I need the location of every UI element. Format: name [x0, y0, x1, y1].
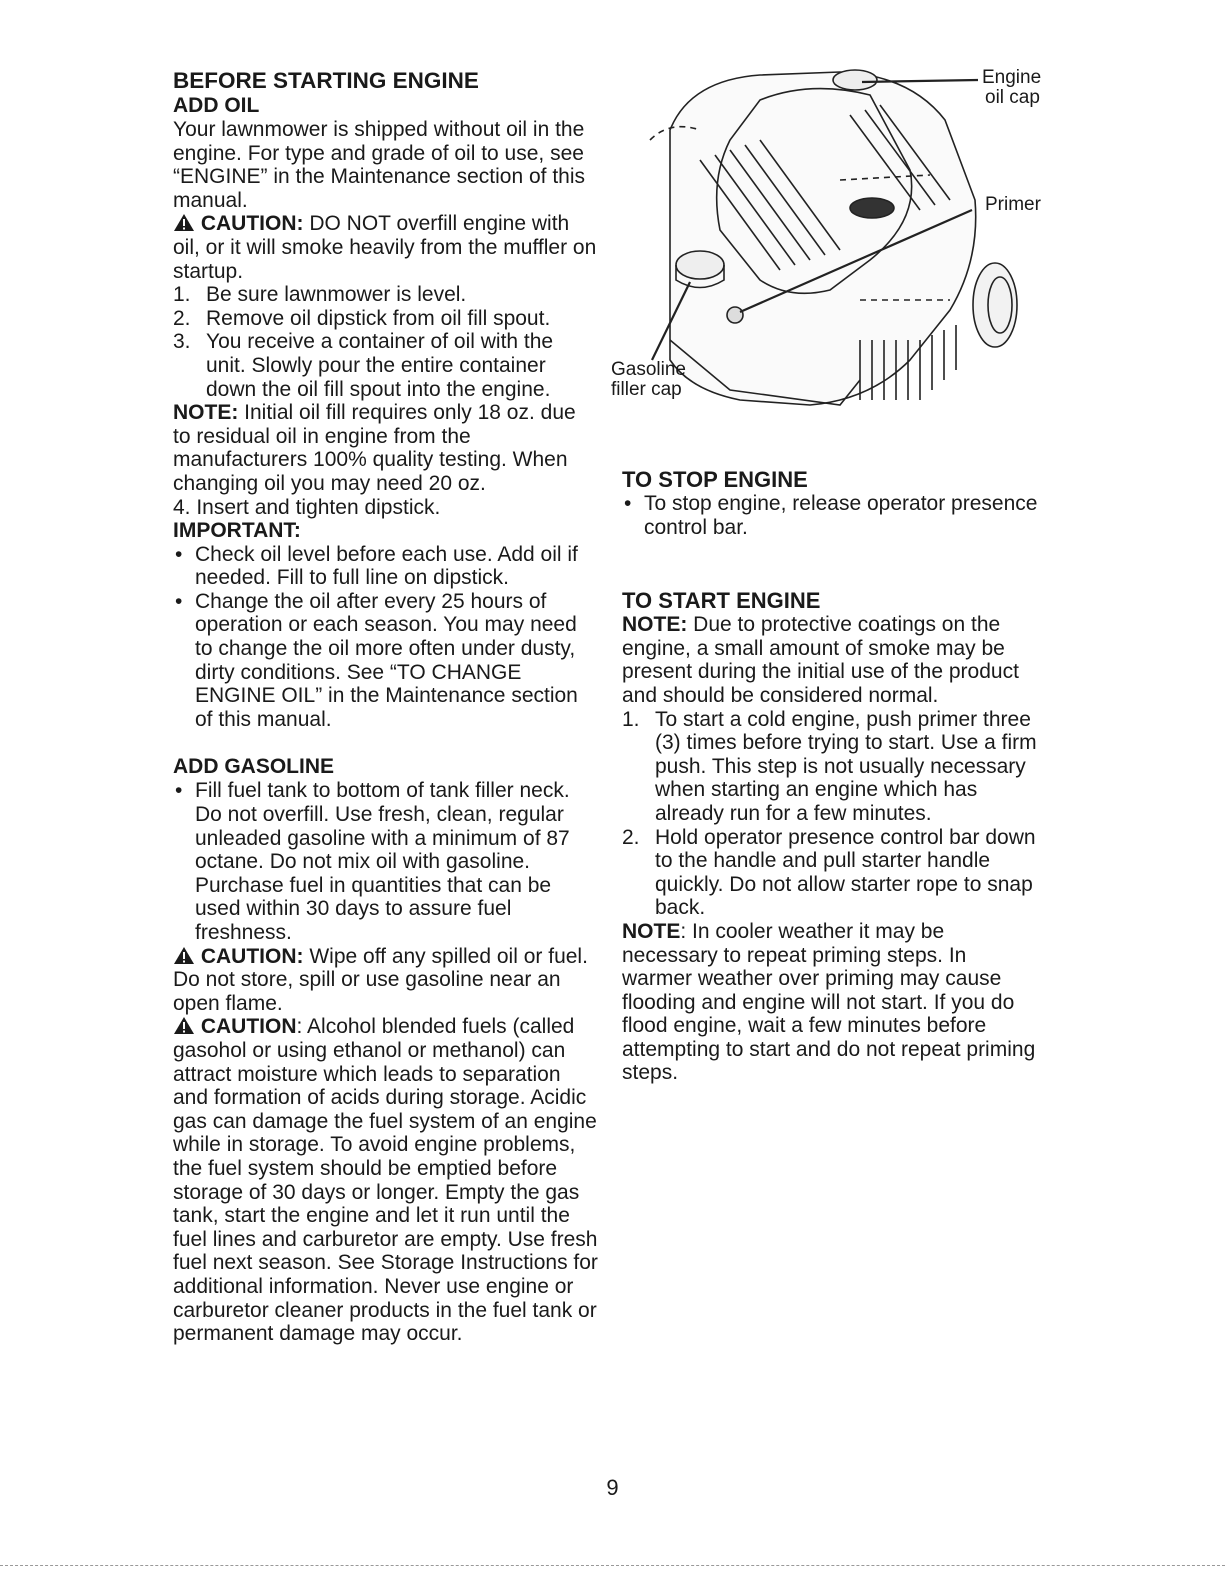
- note-text: : In cooler weather it may be necessary to repeat priming steps. In warmer weather over priming may cause flooding and engine will not start. If you do flood engine, wait a few minutes before attempting to start and do not repeat priming steps.: [622, 919, 1036, 1085]
- add-oil-intro: Your lawnmower is shipped without oil in the engine. For type and grade of oil to use, see “ENGINE” in the Maintenance section of this manual.: [173, 118, 586, 212]
- caution-label: CAUTION:: [200, 212, 304, 236]
- start-note: [622, 613, 1042, 707]
- note-label: NOTE:: [622, 613, 688, 637]
- list-item: [173, 283, 598, 307]
- bullet-text: Fill fuel tank to bottom of tank filler neck. Do not overfill. Use fresh, clean, regular unleaded gasoline with a minimum of 87 octane. Do not mix oil with gasoline. Purchase fuel in quantities that can be used within 30 days to assure fuel freshness.: [195, 779, 570, 944]
- step-text: Hold operator presence control bar down to the handle and pull starter handle quickly. Do not allow starter rope to snap back.: [655, 825, 1036, 920]
- oil-steps: [173, 283, 598, 401]
- important-bullets: [173, 543, 598, 732]
- warning-icon: [173, 946, 195, 965]
- oil-caution: [173, 212, 598, 283]
- page-edge-divider: [0, 1565, 1225, 1566]
- stop-bullets: [622, 492, 1042, 539]
- caution-label: CAUTION: [200, 1015, 297, 1039]
- note-text: Due to protective coatings on the engine, a small amount of smoke may be present during the initial use of the product and should be considered normal.: [622, 613, 1019, 707]
- list-item: [173, 307, 598, 331]
- note-label: NOTE:: [173, 401, 239, 425]
- bullet-dot: •: [175, 542, 183, 566]
- list-item: [173, 330, 598, 401]
- step-4: 4. Insert and tighten dipstick.: [173, 495, 441, 519]
- bullet-dot: •: [175, 589, 183, 613]
- note-label: NOTE: [622, 919, 681, 943]
- left-column: [173, 68, 598, 1346]
- gasoline-caution-2: [173, 1015, 598, 1345]
- step-text: Be sure lawnmower is level.: [206, 283, 467, 307]
- gasoline-caution-1: [173, 945, 598, 1016]
- step-number: 1.: [173, 283, 191, 307]
- bullet-text: Change the oil after every 25 hours of operation or each season. You may need to change the oil more often under dusty, dirty conditions. See “TO CHANGE ENGINE OIL” in the Maintenance section of this manual.: [195, 589, 578, 731]
- caution-label: CAUTION:: [200, 944, 304, 968]
- note-text: Initial oil fill requires only 18 oz. due to residual oil in engine from the manufacturers 100% quality testing. When changing oil you may need 20 oz.: [173, 401, 576, 495]
- engine-illustration: [610, 60, 1050, 440]
- list-item: [622, 708, 1042, 826]
- step-number: 2.: [173, 306, 191, 330]
- start-steps: [622, 708, 1042, 920]
- list-item: [173, 779, 598, 944]
- start-note-2: [622, 920, 1042, 1085]
- primer-label: Primer: [985, 194, 1041, 215]
- bullet-text: Check oil level before each use. Add oil if needed. Fill to full line on dipstick.: [195, 542, 578, 590]
- list-item: [622, 492, 1042, 539]
- oil-note: [173, 401, 598, 495]
- step-number: 3.: [173, 330, 191, 354]
- right-column: [622, 468, 1042, 1085]
- gasoline-bullets: [173, 779, 598, 944]
- list-item: [622, 826, 1042, 920]
- add-oil-heading: ADD OIL: [173, 94, 260, 117]
- step-text: You receive a container of oil with the unit. Slowly pour the entire container down the oil fill spout into the engine.: [206, 330, 554, 401]
- label-line: oil cap: [985, 87, 1040, 108]
- warning-icon: [173, 1016, 195, 1035]
- stop-engine-heading: TO STOP ENGINE: [622, 467, 808, 492]
- step-number: 2.: [622, 825, 640, 849]
- step-text: To start a cold engine, push primer three (3) times before trying to start. Use a firm push. This step is not usually necessary when starting an engine which has already run for a few minutes.: [655, 707, 1037, 825]
- bullet-dot: •: [624, 492, 632, 515]
- bullet-dot: •: [175, 779, 183, 803]
- start-engine-heading: TO START ENGINE: [622, 588, 821, 614]
- page-number: 9: [606, 1475, 619, 1500]
- label-line: Gasoline: [611, 359, 686, 380]
- add-gasoline-heading: ADD GASOLINE: [173, 755, 335, 779]
- list-item: [173, 543, 598, 590]
- caution-text: DO NOT overfill engine with oil, or it will smoke heavily from the muffler on startup.: [173, 212, 597, 283]
- label-line: Engine: [982, 67, 1042, 88]
- important-label: IMPORTANT:: [173, 519, 301, 543]
- warning-icon: [173, 213, 195, 232]
- step-number: 1.: [622, 707, 640, 731]
- list-item: [173, 590, 598, 732]
- gasoline-filler-cap-label: [611, 360, 686, 400]
- caution-text: : Alcohol blended fuels (called gasohol or using ethanol or methanol) can attract moisture which leads to separation and formation of acids during storage. Acidic gas can damage the fuel system of an engine while in storage. To avoid engine problems, the fuel system should be emptied before storage of 30 days or longer. Empty the gas tank, start the engine and let it run until the fuel lines and carburetor are empty. Use fresh fuel next season. See Storage Instructions for additional information. Never use engine or carburetor cleaner products in the fuel tank or permanent damage may occur.: [173, 1015, 598, 1346]
- step-text: Remove oil dipstick from oil fill spout.: [206, 306, 551, 330]
- engine-oil-cap-label: [982, 68, 1041, 108]
- bullet-text: To stop engine, release operator presence control bar.: [644, 492, 1038, 539]
- label-line: filler cap: [611, 379, 682, 400]
- section-title: BEFORE STARTING ENGINE: [173, 68, 479, 93]
- caution-text: Wipe off any spilled oil or fuel. Do not store, spill or use gasoline near an open flame.: [173, 944, 588, 1015]
